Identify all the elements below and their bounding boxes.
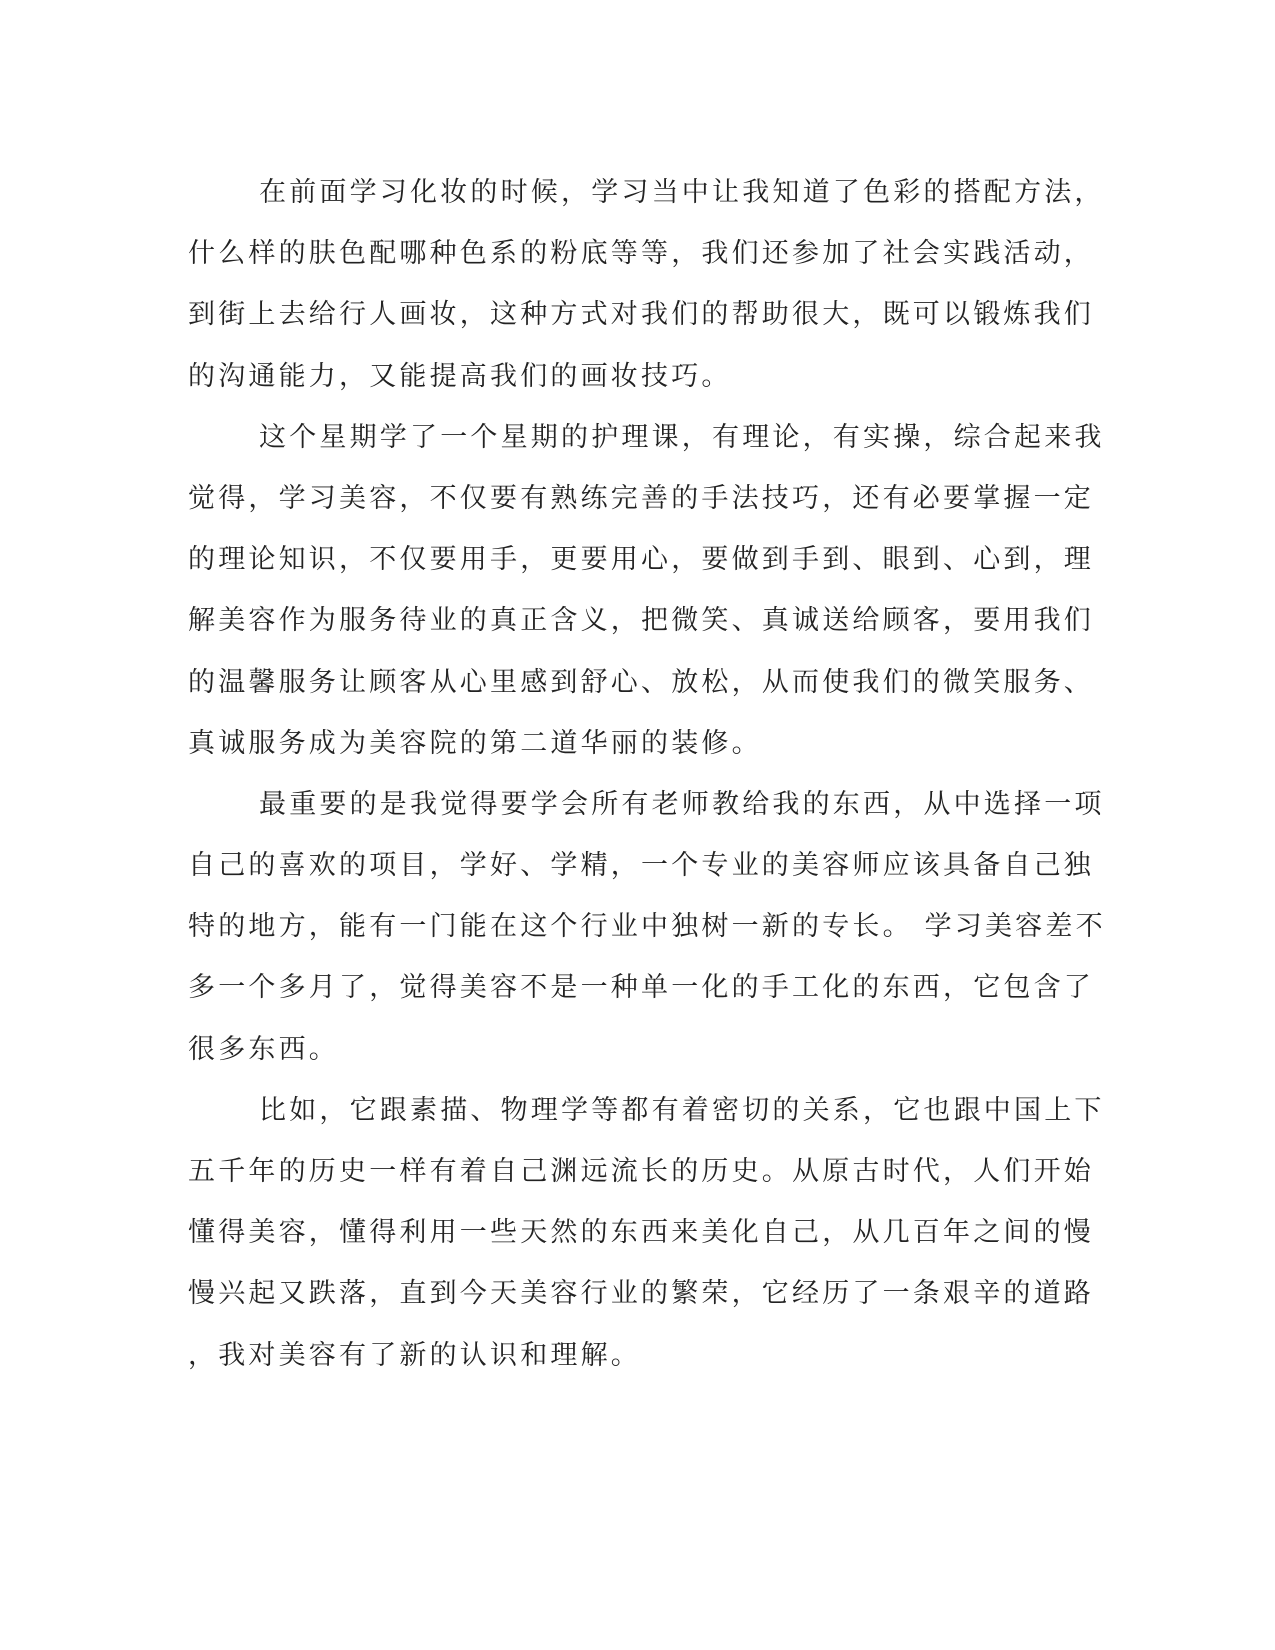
text-line: 在前面学习化妆的时候，学习当中让我知道了色彩的搭配方法， [259,177,1105,208]
text-line: 特的地方，能有一门能在这个行业中独树一新的专长。 学习美容差不 [188,911,1106,943]
text-line: 解美容作为服务待业的真正含义，把微笑、真诚送给顾客，要用我们 [188,605,1094,637]
text-line: 很多东西。 [188,1033,339,1065]
paragraph-1 [188,162,1105,407]
text-line: 自己的喜欢的项目，学好、学精，一个专业的美容师应该具备自己独 [188,850,1094,882]
text-line: 多一个多月了，觉得美容不是一种单一化的手工化的东西，它包含了 [188,972,1094,1004]
text-line: 比如，它跟素描、物理学等都有着密切的关系，它也跟中国上下 [259,1094,1105,1126]
text-line: 什么样的肤色配哪种色系的粉底等等，我们还参加了社会实践活动， [188,238,1094,270]
text-line: 慢兴起又跌落，直到今天美容行业的繁荣，它经历了一条艰辛的道路 [188,1278,1094,1310]
text-line: 觉得，学习美容，不仅要有熟练完善的手法技巧，还有必要掌握一定 [188,482,1094,514]
text-line: 五千年的历史一样有着自己渊远流长的历史。从原古时代，人们开始 [188,1156,1094,1187]
text-line: 到街上去给行人画妆，这种方式对我们的帮助很大，既可以锻炼我们 [188,299,1094,331]
text-line: 的温馨服务让顾客从心里感到舒心、放松，从而使我们的微笑服务、 [188,666,1094,698]
text-line: 真诚服务成为美容院的第二道华丽的装修。 [188,727,762,759]
paragraph-3 [188,774,1106,1080]
text-line: 最重要的是我觉得要学会所有老师教给我的东西，从中选择一项 [259,788,1105,820]
paragraph-2 [188,407,1105,774]
text-line: 懂得美容，懂得利用一些天然的东西来美化自己，从几百年之间的慢 [188,1217,1094,1249]
document-body [188,162,1106,1386]
text-line: ，我对美容有了新的认识和理解。 [188,1339,641,1371]
paragraph-4 [188,1080,1105,1386]
text-line: 的沟通能力，又能提高我们的画妆技巧。 [188,360,732,392]
text-line: 的理论知识，不仅要用手，更要用心，要做到手到、眼到、心到，理 [188,544,1094,576]
text-line: 这个星期学了一个星期的护理课，有理论，有实操，综合起来我 [259,421,1105,453]
